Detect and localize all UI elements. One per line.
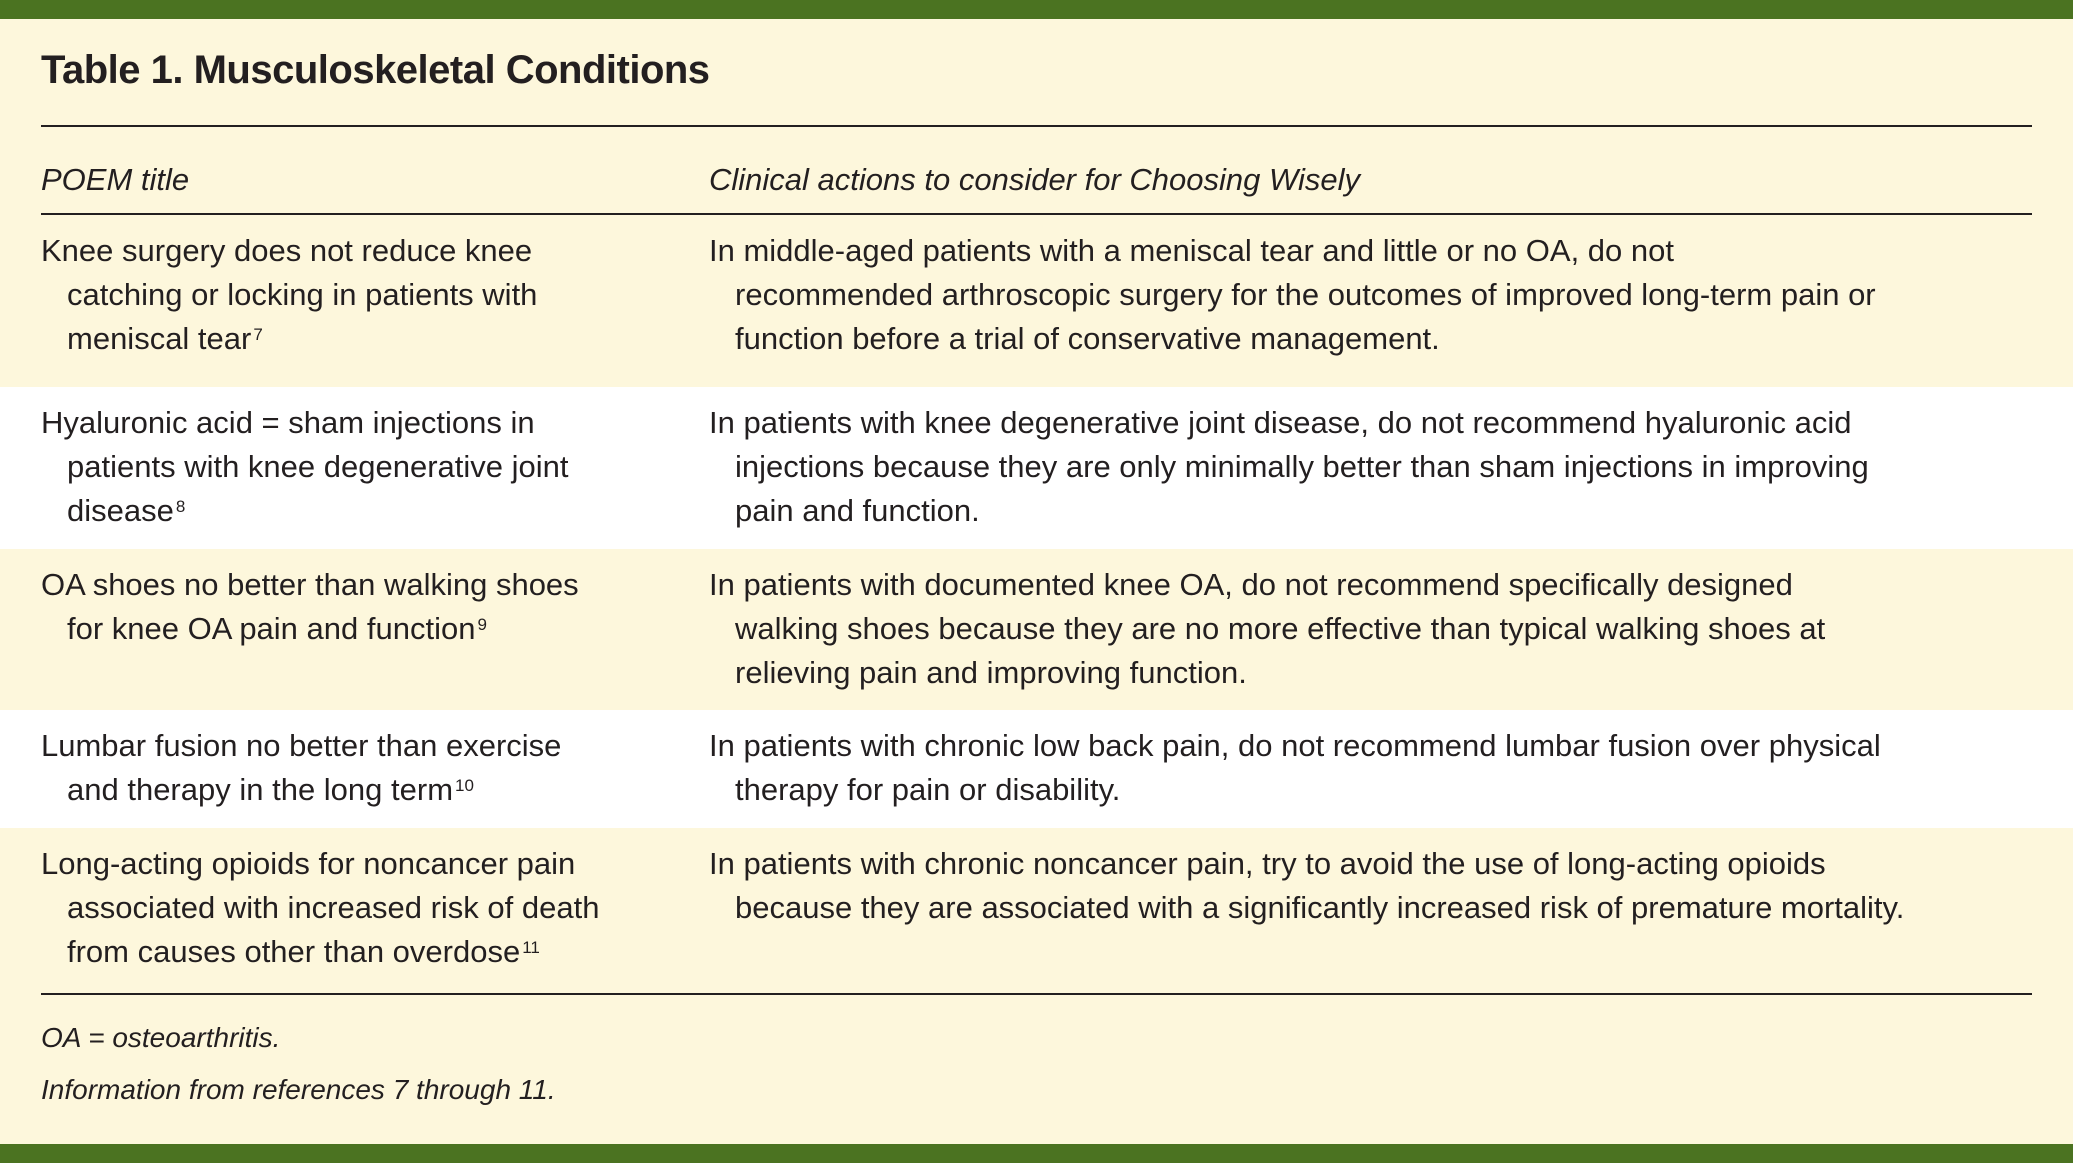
cell-line [41, 886, 599, 930]
title-rule [41, 125, 2032, 127]
cell-line [41, 317, 537, 361]
cell-text: for knee OA pain and function [67, 611, 476, 646]
cell-text: meniscal tear [67, 321, 252, 356]
table-title: Table 1. Musculoskeletal Conditions [41, 48, 710, 92]
cell-text: In patients with chronic low back pain, do not recommend lumbar fusion over physical [709, 728, 1881, 763]
cell-text: Lumbar fusion no better than exercise [41, 728, 562, 763]
poem-title-cell [41, 724, 561, 812]
table-row [0, 828, 2073, 993]
cell-line [709, 489, 1869, 533]
poem-title-cell [41, 842, 599, 974]
reference-number: 11 [522, 938, 540, 957]
cell-line [709, 651, 1825, 695]
cell-line [709, 886, 1904, 930]
cell-text: and therapy in the long term [67, 772, 454, 807]
header-poem-title: POEM title [41, 162, 190, 197]
cell-line [41, 724, 561, 768]
cell-line [41, 842, 599, 886]
cell-line [41, 768, 561, 812]
cell-text: In middle-aged patients with a meniscal tear and little or no OA, do not [709, 233, 1674, 268]
cell-text: Long-acting opioids for noncancer pain [41, 846, 576, 881]
clinical-action-cell [709, 842, 1904, 930]
cell-line [41, 563, 579, 607]
cell-line [709, 401, 1869, 445]
cell-line [709, 563, 1825, 607]
reference-number: 9 [477, 615, 487, 634]
cell-line [709, 768, 1881, 812]
poem-title-cell [41, 563, 579, 651]
cell-text: Hyaluronic acid = sham injections in [41, 405, 535, 440]
cell-line [41, 445, 569, 489]
cell-line [709, 842, 1904, 886]
cell-text: In patients with documented knee OA, do not recommend specifically designed [709, 567, 1793, 602]
cell-line [709, 273, 1876, 317]
cell-text: function before a trial of conservative management. [735, 321, 1440, 356]
cell-text: catching or locking in patients with [67, 277, 538, 312]
table-row [0, 710, 2073, 828]
cell-text: injections because they are only minimally better than sham injections in improving [735, 449, 1869, 484]
cell-text: therapy for pain or disability. [735, 772, 1121, 807]
poem-title-cell [41, 401, 569, 533]
cell-text: walking shoes because they are no more effective than typical walking shoes at [735, 611, 1826, 646]
cell-line [41, 401, 569, 445]
cell-text: from causes other than overdose [67, 934, 521, 969]
table-row [0, 215, 2073, 387]
bottom-band [0, 1144, 2073, 1163]
clinical-action-cell [709, 563, 1825, 695]
cell-text: associated with increased risk of death [67, 890, 600, 925]
cell-line [41, 229, 537, 273]
cell-text: In patients with chronic noncancer pain, try to avoid the use of long-acting opioids [709, 846, 1826, 881]
reference-number: 10 [455, 776, 474, 795]
cell-line [41, 930, 599, 974]
cell-text: recommended arthroscopic surgery for the outcomes of improved long-term pain or [735, 277, 1876, 312]
cell-text: Knee surgery does not reduce knee [41, 233, 533, 268]
reference-number: 7 [253, 325, 263, 344]
table-row [0, 549, 2073, 710]
cell-line [709, 607, 1825, 651]
header-clinical-actions: Clinical actions to consider for Choosing Wisely [709, 162, 1360, 197]
cell-text: pain and function. [735, 493, 980, 528]
poem-title-cell [41, 229, 537, 361]
cell-text: relieving pain and improving function. [735, 655, 1247, 690]
cell-line [41, 273, 537, 317]
cell-line [709, 724, 1881, 768]
clinical-action-cell [709, 229, 1876, 361]
bottom-rule [41, 993, 2032, 995]
cell-line [41, 489, 569, 533]
cell-line [709, 445, 1869, 489]
cell-text: OA shoes no better than walking shoes [41, 567, 579, 602]
cell-text: patients with knee degenerative joint [67, 449, 569, 484]
cell-text: disease [67, 493, 174, 528]
reference-number: 8 [175, 497, 186, 516]
cell-line [709, 229, 1876, 273]
cell-text: because they are associated with a significantly increased risk of premature mortality. [735, 890, 1905, 925]
clinical-action-cell [709, 401, 1869, 533]
cell-line [709, 317, 1876, 361]
table-row [0, 387, 2073, 549]
top-band [0, 0, 2073, 19]
footnote-abbreviation: OA = osteoarthritis. [41, 1022, 281, 1053]
clinical-action-cell [709, 724, 1881, 812]
cell-text: In patients with knee degenerative joint disease, do not recommend hyaluronic acid [709, 405, 1852, 440]
footnote-source: Information from references 7 through 11. [41, 1074, 556, 1105]
cell-line [41, 607, 579, 651]
